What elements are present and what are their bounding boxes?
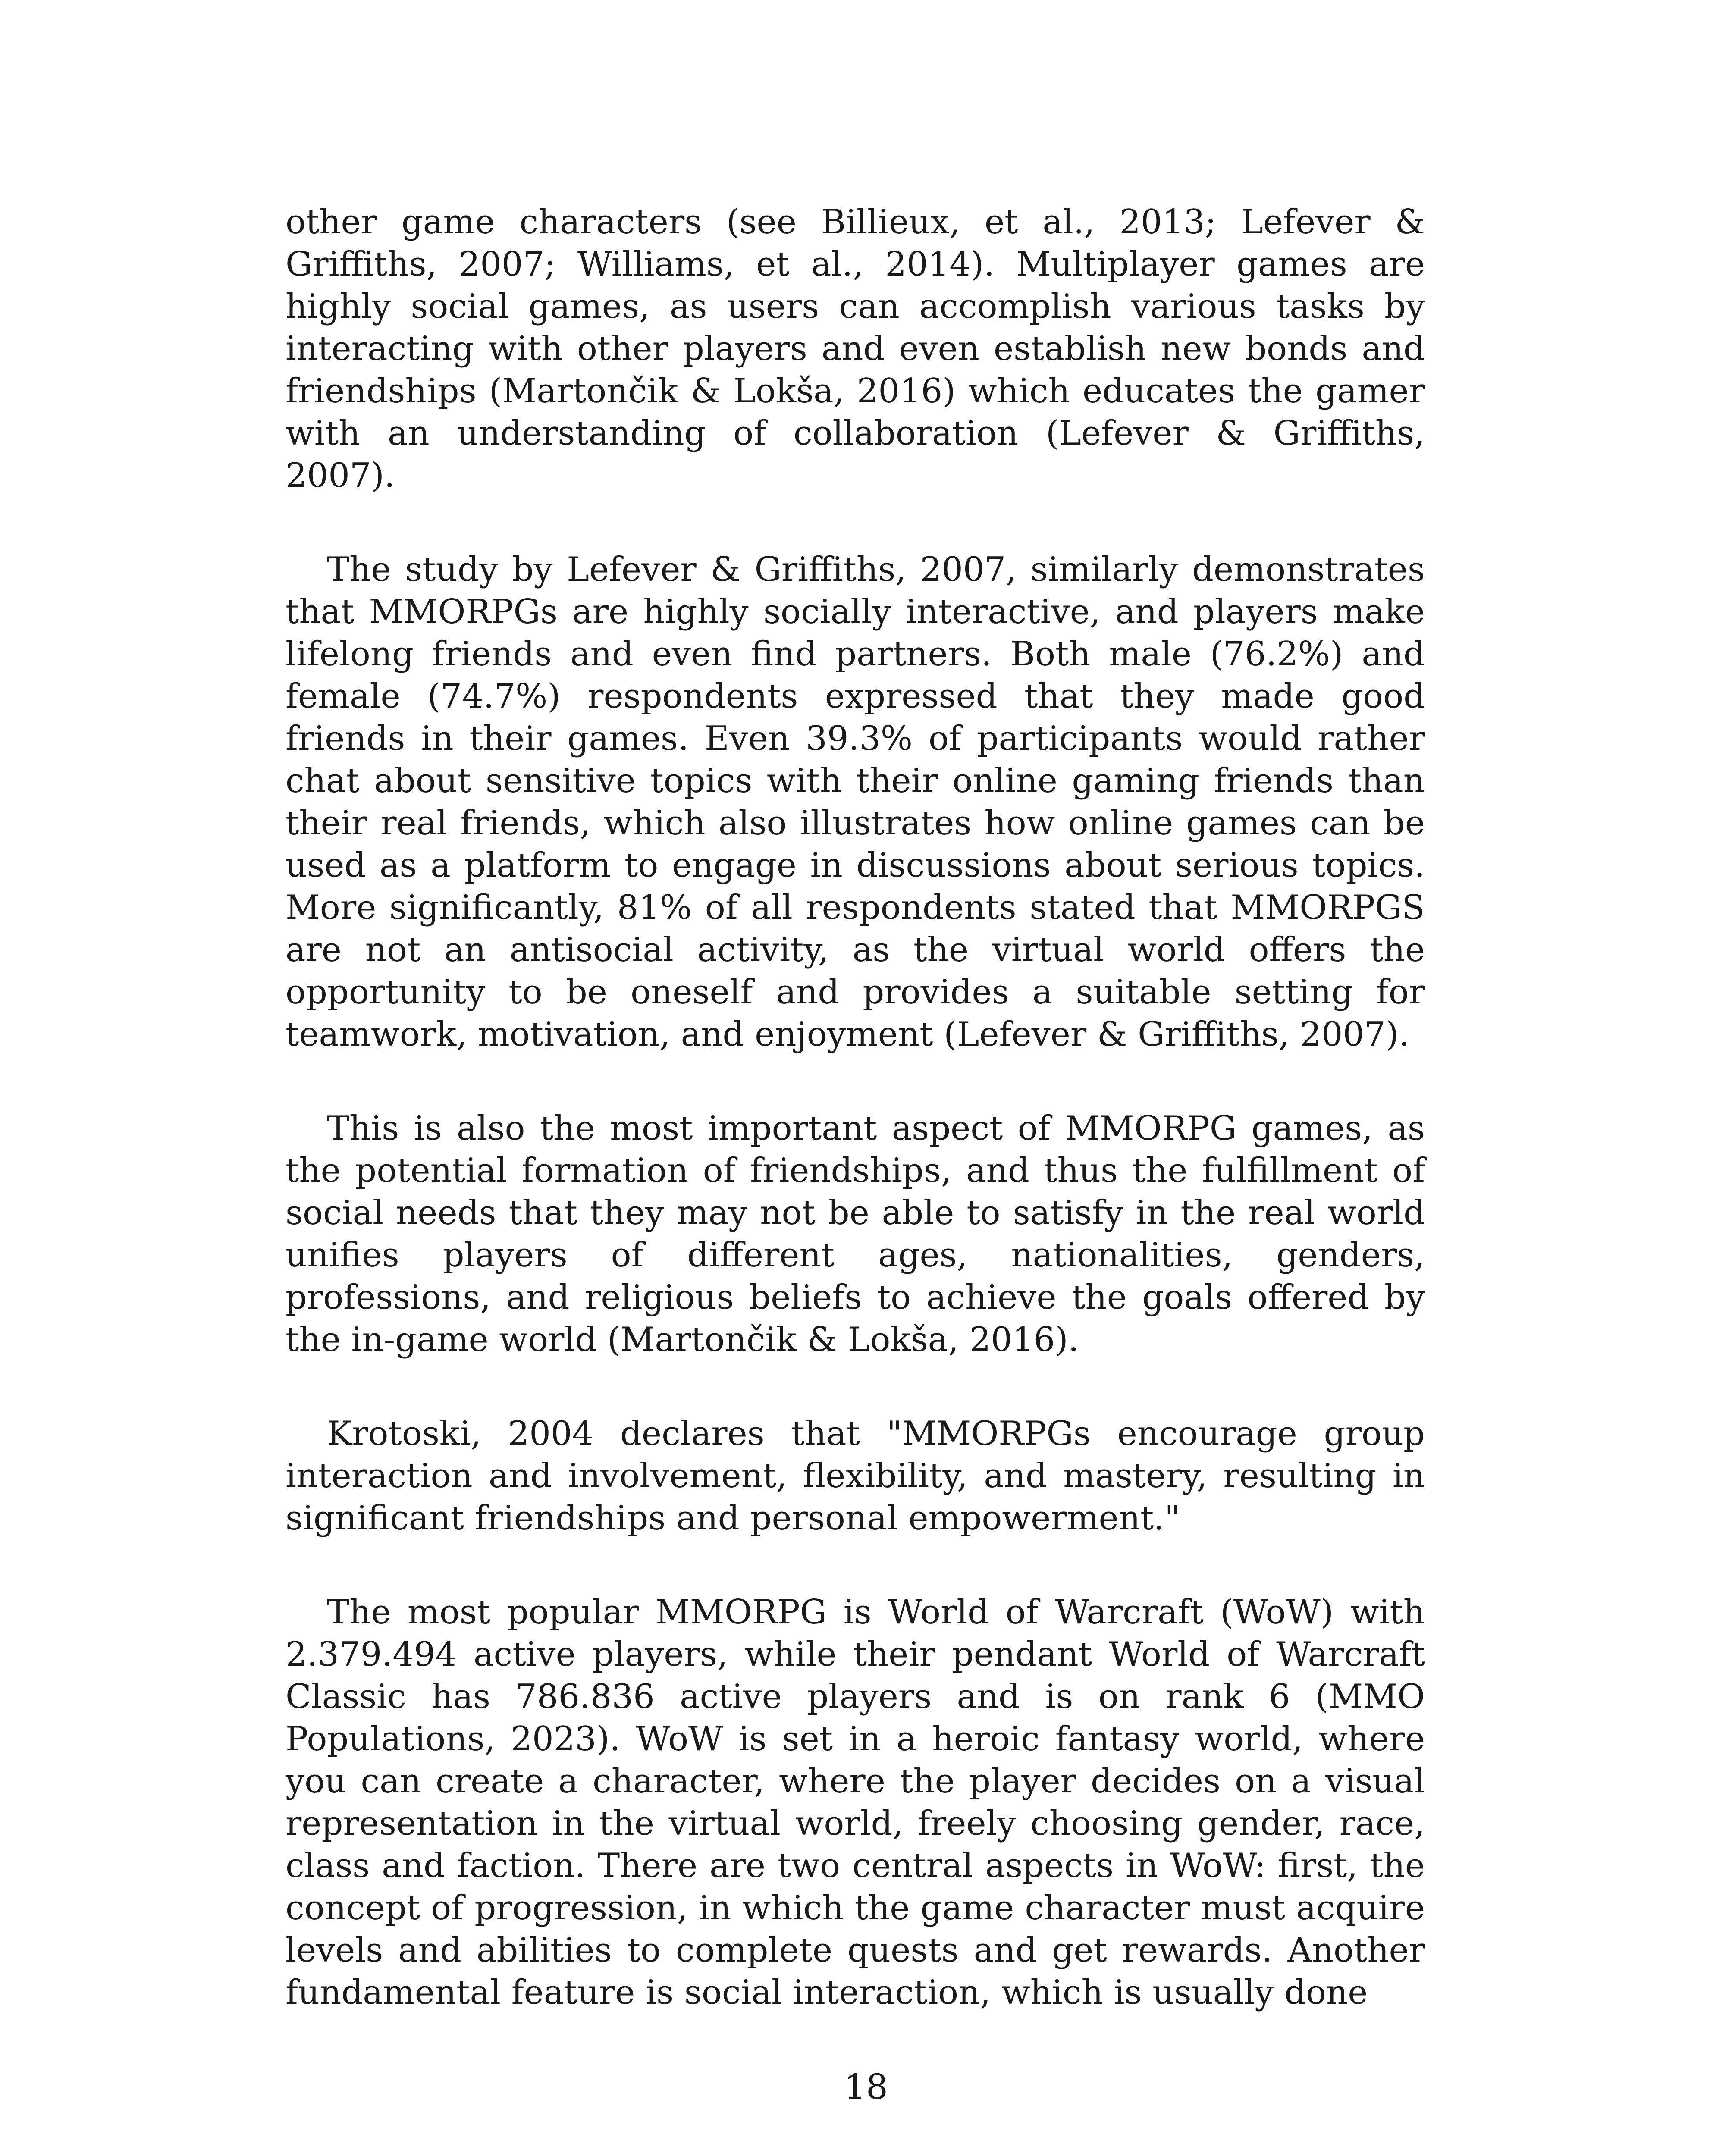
paragraph-friendship-aspect: This is also the most important aspect of MMORPG games, as the potential formation of friendships, and thus the fulfillment of social needs that they may not be able to satisfy in the real world unifies players of different ages, nationalities, genders, professions, and religious beliefs to achieve the goals offered by the in-game world (Martončik & Lokša, 2016). [286,1109,1425,1359]
body-text [286,201,1425,2065]
page-number: 18 [844,2067,888,2107]
paragraph-world-of-warcraft: The most popular MMORPG is World of Warcraft (WoW) with 2.379.494 active players, while their pendant World of Warcraft Classic has 786.836 active players and is on rank 6 (MMO Populations, 2023). WoW is set in a heroic fantasy world, where you can create a character, where the player decides on a visual representation in the virtual world, freely choosing gender, race, class and faction. There are two central aspects in WoW: first, the concept of progression, in which the game character must acquire levels and abilities to complete quests and get rewards. Another fundamental feature is social interaction, which is usually done [286,1593,1425,2012]
paragraph-lefever-study: The study by Lefever & Griffiths, 2007, similarly demonstrates that MMORPGs are highly socially interactive, and players make lifelong friends and even find partners. Both male (76.2%) and female (74.7%) respondents expressed that they made good friends in their games. Even 39.3% of participants would rather chat about sensitive topics with their online gaming friends than their real friends, which also illustrates how online games can be used as a platform to engage in discussions about serious topics. More significantly, 81% of all respondents stated that MMORPGS are not an antisocial activity, as the virtual world offers the opportunity to be oneself and provides a suitable setting for teamwork, motivation, and enjoyment (Lefever & Griffiths, 2007). [286,550,1425,1054]
paragraph-krotoski-quote: Krotoski, 2004 declares that "MMORPGs encourage group interaction and involvement, flexibility, and mastery, resulting in significant friendships and personal empowerment." [286,1414,1425,1538]
paragraph-continuation: other game characters (see Billieux, et al., 2013; Lefever & Griffiths, 2007; Williams, et al., 2014). Multiplayer games are highly social games, as users can accomplish various tasks by interacting with other players and even establish new bonds and friendships (Martončik & Lokša, 2016) which educates the gamer with an understanding of collaboration (Lefever & Griffiths, 2007). [286,203,1425,495]
